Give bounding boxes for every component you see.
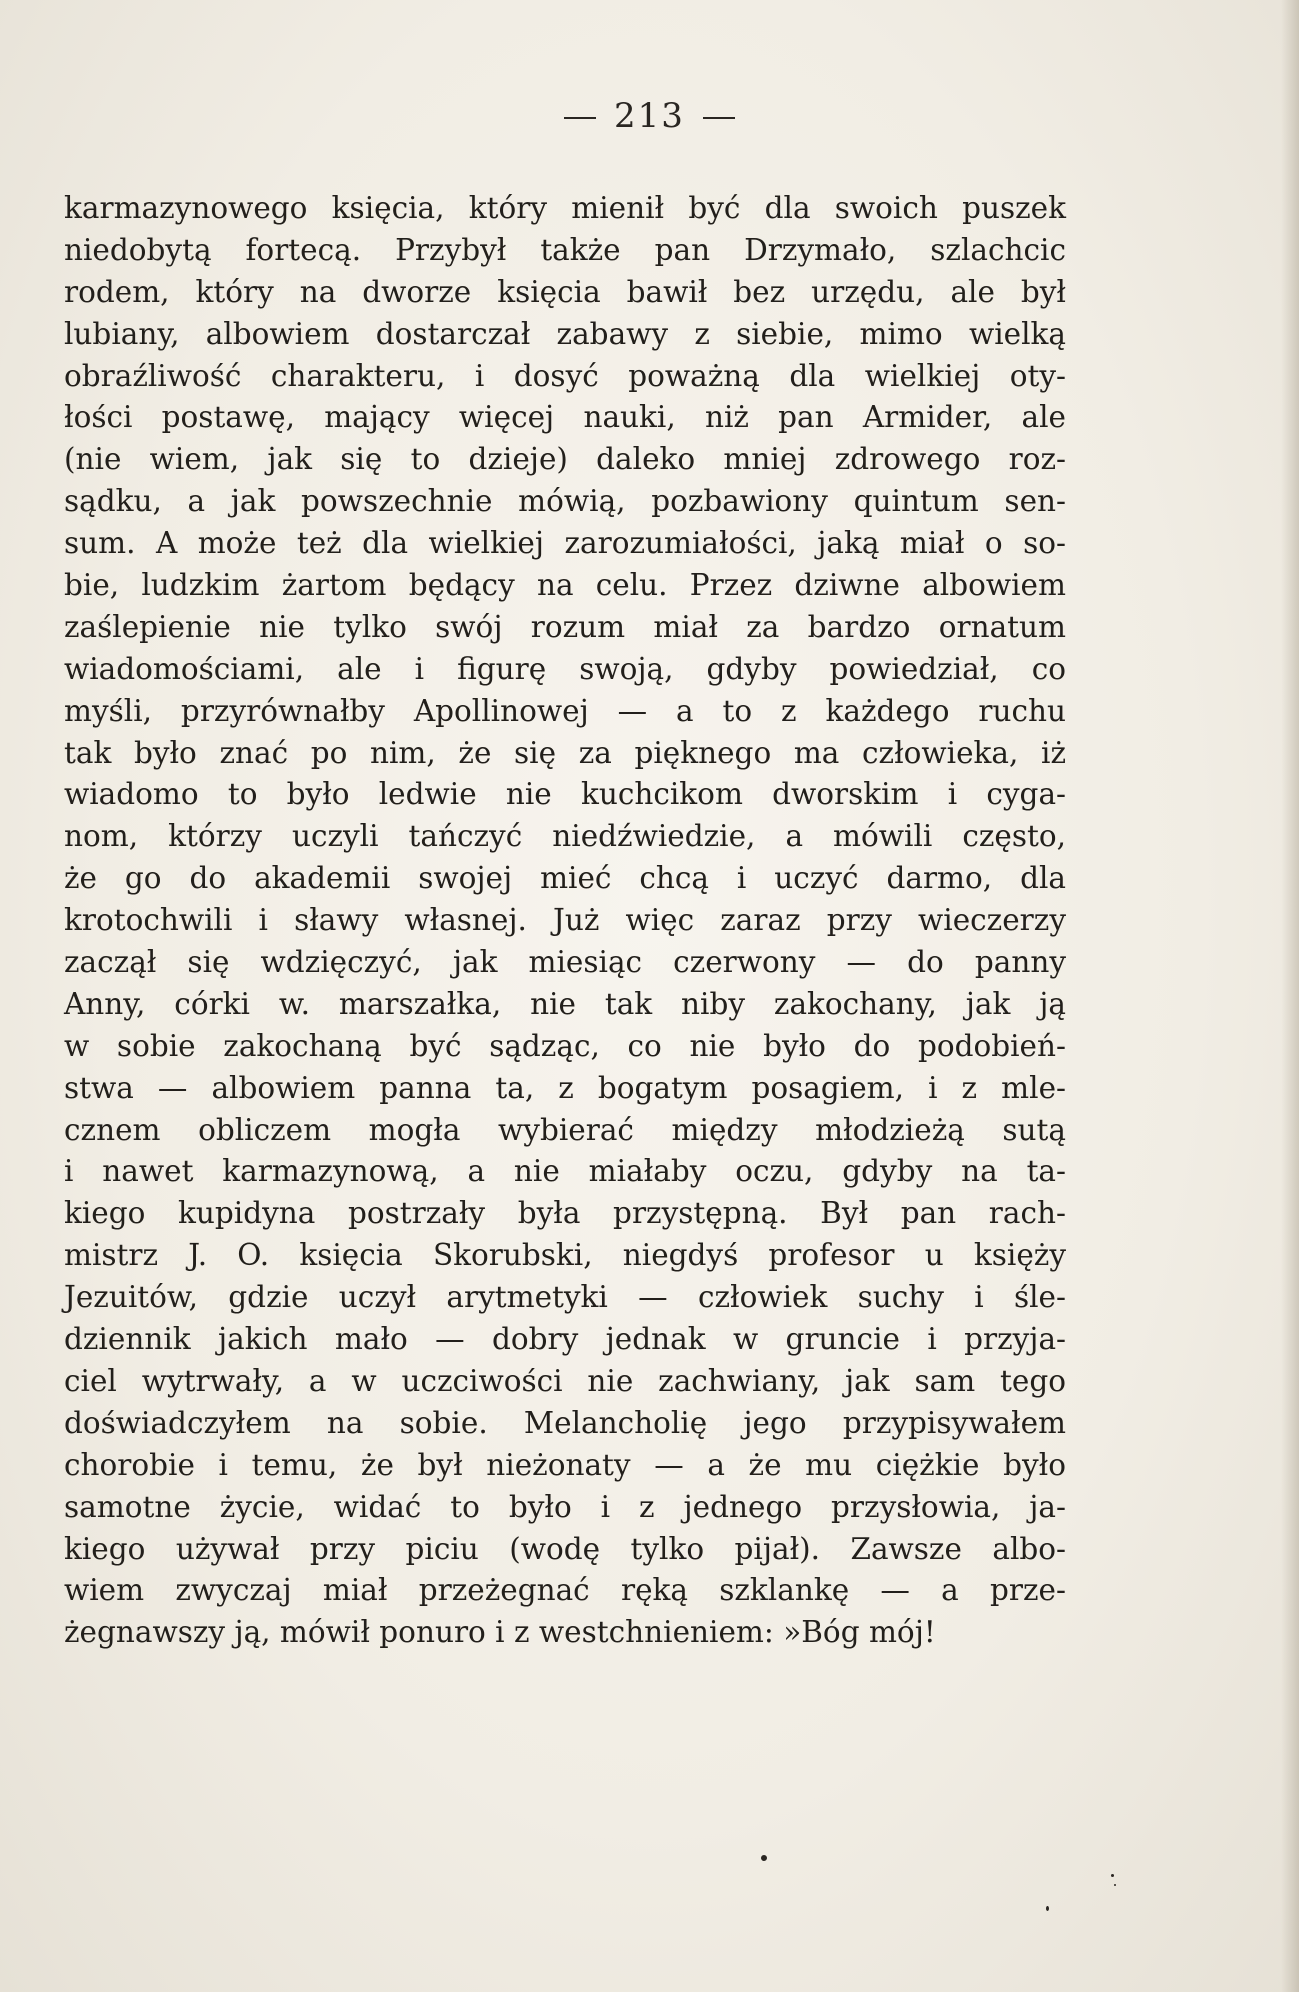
text-line: rodem, który na dworze księcia bawił bez urzędu, ale był — [64, 274, 1066, 309]
page-edge-shadow — [1281, 0, 1299, 1992]
text-line: obraźliwość charakteru, i dosyć poważną dla wielkiej oty- — [64, 358, 1066, 393]
text-line: sądku, a jak powszechnie mówią, pozbawiony quintum sen- — [64, 484, 1066, 519]
text-line: Anny, córki w. marszałka, nie tak niby zakochany, jak ją — [64, 986, 1066, 1021]
ink-speck — [1114, 1884, 1116, 1886]
text-line: wiadomościami, ale i figurę swoją, gdyby powiedział, co — [64, 651, 1066, 686]
text-line: karmazynowego księcia, który mienił być dla swoich puszek — [64, 191, 1066, 225]
ink-speck — [761, 1855, 767, 1861]
page-number: 213 — [614, 96, 685, 136]
text-line: niedobytą fortecą. Przybył także pan Drzymało, szlachcic — [64, 232, 1066, 267]
text-line: (nie wiem, jak się to dzieje) daleko mniej zdrowego roz- — [64, 442, 1066, 477]
text-line: Jezuitów, gdzie uczył arytmetyki — człowiek suchy i śle- — [64, 1280, 1066, 1315]
text-line: kiego kupidyna postrzały była przystępną. Był pan rach- — [64, 1196, 1066, 1231]
header-dash-left — [564, 117, 596, 119]
text-line: doświadczyłem na sobie. Melancholię jego przypisywałem — [64, 1405, 1066, 1440]
text-line: nom, którzy uczyli tańczyć niedźwiedzie, a mówili często, — [64, 819, 1066, 854]
text-line: chorobie i temu, że był nieżonaty — a że mu ciężkie było — [64, 1447, 1066, 1482]
text-line: w sobie zakochaną być sądząc, co nie było do podobień- — [64, 1028, 1066, 1063]
text-line: i nawet karmazynową, a nie miałaby oczu, gdyby na ta- — [64, 1154, 1066, 1189]
text-line: zaczął się wdzięczyć, jak miesiąc czerwony — do panny — [64, 945, 1066, 980]
text-line: wiem zwyczaj miał przeżegnać ręką szklankę — a prze- — [64, 1573, 1066, 1608]
ink-speck — [1111, 1874, 1114, 1877]
text-line: wiadomo to było ledwie nie kuchcikom dworskim i cyga- — [64, 777, 1066, 812]
text-line: stwa — albowiem panna ta, z bogatym posagiem, i z mle- — [64, 1070, 1066, 1105]
text-line: łości postawę, mający więcej nauki, niż pan Armider, ale — [64, 400, 1066, 435]
text-line: samotne życie, widać to było i z jednego przysłowia, ja- — [64, 1489, 1066, 1524]
text-line: krotochwili i sławy własnej. Już więc zaraz przy wieczerzy — [64, 903, 1066, 938]
text-line: myśli, przyrównałby Apollinowej — a to z każdego ruchu — [64, 693, 1066, 728]
text-line: mistrz J. O. księcia Skorubski, niegdyś profesor u księży — [64, 1238, 1066, 1273]
text-line: kiego używał przy piciu (wodę tylko pijał). Zawsze albo- — [64, 1531, 1066, 1566]
ink-speck — [1046, 1906, 1049, 1911]
text-line: ciel wytrwały, a w uczciwości nie zachwiany, jak sam tego — [64, 1363, 1066, 1398]
text-line: sum. A może też dla wielkiej zarozumiałości, jaką miał o so- — [64, 526, 1066, 561]
page-number-header — [0, 96, 1299, 136]
text-line: tak było znać po nim, że się za pięknego ma człowieka, iż — [64, 735, 1066, 770]
body-text — [64, 188, 1066, 1654]
text-line: cznem obliczem mogła wybierać między młodzieżą sutą — [64, 1112, 1066, 1147]
text-line: dziennik jakich mało — dobry jednak w gruncie i przyja- — [64, 1322, 1066, 1357]
text-line: że go do akademii swojej mieć chcą i uczyć darmo, dla — [64, 861, 1066, 896]
text-line: lubiany, albowiem dostarczał zabawy z siebie, mimo wielką — [64, 316, 1066, 351]
text-line: żegnawszy ją, mówił ponuro i z westchnieniem: »Bóg mój! — [64, 1615, 936, 1650]
text-line: zaślepienie nie tylko swój rozum miał za bardzo ornatum — [64, 609, 1066, 644]
text-line: bie, ludzkim żartom będący na celu. Przez dziwne albowiem — [64, 568, 1066, 603]
header-dash-right — [703, 117, 735, 119]
